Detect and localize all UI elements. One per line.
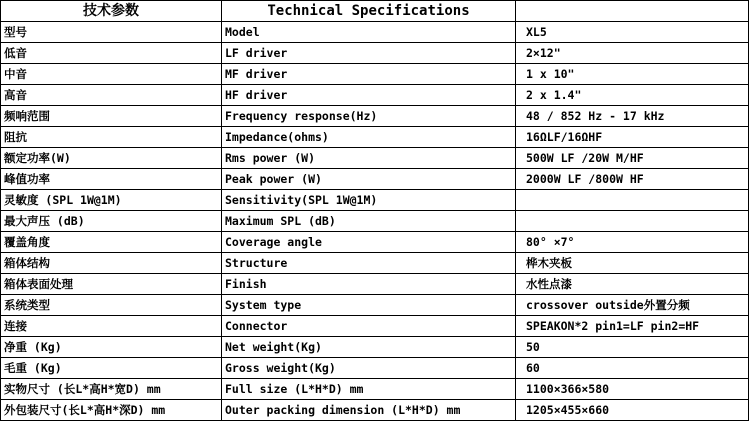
row-label-en: Gross weight(Kg): [222, 358, 516, 379]
row-value: 1 x 10": [516, 64, 749, 85]
row-label-en: Finish: [222, 274, 516, 295]
row-label-cn: 外包装尺寸(长L*高H*深D) mm: [1, 400, 222, 421]
header-row: [1, 1, 749, 22]
row-label-cn: 连接: [1, 316, 222, 337]
row-value: 1205×455×660: [516, 400, 749, 421]
row-label-cn: 箱体结构: [1, 253, 222, 274]
table-row: [1, 274, 749, 295]
row-label-cn: 中音: [1, 64, 222, 85]
row-label-cn: 毛重 (Kg): [1, 358, 222, 379]
row-label-cn: 额定功率(W): [1, 148, 222, 169]
row-value: [516, 190, 749, 211]
table-row: [1, 211, 749, 232]
row-label-en: HF driver: [222, 85, 516, 106]
row-label-en: Model: [222, 22, 516, 43]
row-value: XL5: [516, 22, 749, 43]
table-row: [1, 106, 749, 127]
row-label-cn: 高音: [1, 85, 222, 106]
row-label-en: Maximum SPL (dB): [222, 211, 516, 232]
row-value: 60: [516, 358, 749, 379]
row-value: crossover outside外置分频: [516, 295, 749, 316]
row-label-en: Impedance(ohms): [222, 127, 516, 148]
table-row: [1, 127, 749, 148]
row-value: 500W LF /20W M/HF: [516, 148, 749, 169]
table-row: [1, 400, 749, 421]
row-value: 2×12": [516, 43, 749, 64]
row-label-cn: 最大声压 (dB): [1, 211, 222, 232]
row-label-cn: 低音: [1, 43, 222, 64]
row-value: SPEAKON*2 pin1=LF pin2=HF: [516, 316, 749, 337]
row-value: [516, 211, 749, 232]
row-label-en: LF driver: [222, 43, 516, 64]
table-row: [1, 43, 749, 64]
row-label-en: MF driver: [222, 64, 516, 85]
row-value: 16ΩLF/16ΩHF: [516, 127, 749, 148]
row-label-cn: 型号: [1, 22, 222, 43]
table-row: [1, 148, 749, 169]
row-label-cn: 阻抗: [1, 127, 222, 148]
row-label-en: Peak power (W): [222, 169, 516, 190]
row-label-en: Coverage angle: [222, 232, 516, 253]
row-label-en: Sensitivity(SPL 1W@1M): [222, 190, 516, 211]
row-value: 48 / 852 Hz - 17 kHz: [516, 106, 749, 127]
table-row: [1, 190, 749, 211]
row-value: 水性点漆: [516, 274, 749, 295]
table-row: [1, 295, 749, 316]
row-label-cn: 箱体表面处理: [1, 274, 222, 295]
table-row: [1, 337, 749, 358]
table-row: [1, 358, 749, 379]
row-label-en: Full size (L*H*D) mm: [222, 379, 516, 400]
table-row: [1, 85, 749, 106]
table-row: [1, 232, 749, 253]
row-value: 50: [516, 337, 749, 358]
row-value: 80° ×7°: [516, 232, 749, 253]
row-label-en: Connector: [222, 316, 516, 337]
table-row: [1, 64, 749, 85]
row-label-cn: 净重 (Kg): [1, 337, 222, 358]
row-label-en: Rms power (W): [222, 148, 516, 169]
table-row: [1, 22, 749, 43]
row-label-cn: 系统类型: [1, 295, 222, 316]
header-en: Technical Specifications: [222, 1, 516, 22]
row-label-en: Outer packing dimension (L*H*D) mm: [222, 400, 516, 421]
row-label-en: System type: [222, 295, 516, 316]
table-row: [1, 253, 749, 274]
row-label-cn: 灵敏度 (SPL 1W@1M): [1, 190, 222, 211]
row-label-cn: 频响范围: [1, 106, 222, 127]
header-value: [516, 1, 749, 22]
header-cn: 技术参数: [1, 1, 222, 22]
row-label-cn: 覆盖角度: [1, 232, 222, 253]
row-value: 2 x 1.4": [516, 85, 749, 106]
table-row: [1, 169, 749, 190]
table-row: [1, 379, 749, 400]
row-value: 1100×366×580: [516, 379, 749, 400]
row-value: 桦木夹板: [516, 253, 749, 274]
row-label-en: Net weight(Kg): [222, 337, 516, 358]
row-label-en: Structure: [222, 253, 516, 274]
row-value: 2000W LF /800W HF: [516, 169, 749, 190]
row-label-en: Frequency response(Hz): [222, 106, 516, 127]
row-label-cn: 峰值功率: [1, 169, 222, 190]
table-row: [1, 316, 749, 337]
row-label-cn: 实物尺寸 (长L*高H*宽D) mm: [1, 379, 222, 400]
